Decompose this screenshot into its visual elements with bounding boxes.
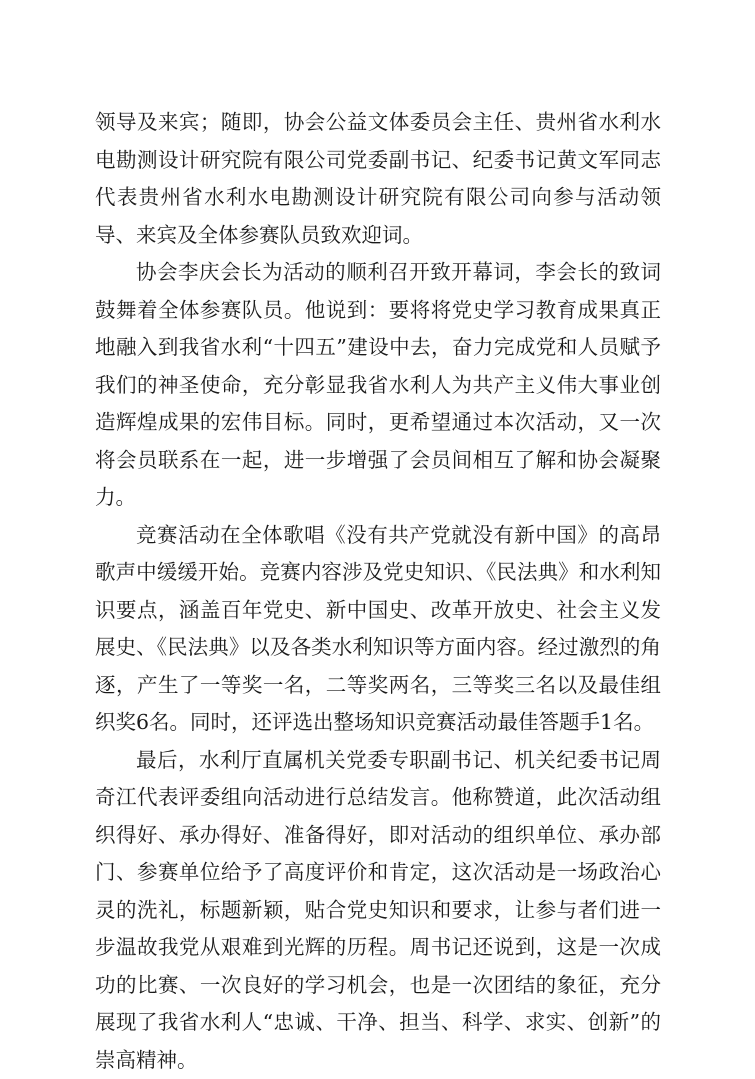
paragraph-3: 竞赛活动在全体歌唱《没有共产党就没有新中国》的高昂歌声中缓缓开始。竞赛内容涉及党史知识、《民法典》和水利知识要点，涵盖百年党史、新中国史、改革开放史、社会主义发展史、《民法典》以及各类水利知识等方面内容。经过激烈的角逐，产生了一等奖一名，二等奖两名，三等奖三名以及最佳组织奖6名。同时，还评选出整场知识竞赛活动最佳答题手1名。 bbox=[95, 517, 661, 742]
paragraph-2: 协会李庆会长为活动的顺利召开致开幕词，李会长的致词鼓舞着全体参赛队员。他说到：要将将党史学习教育成果真正地融入到我省水利“十四五”建设中去，奋力完成党和人员赋予我们的神圣使命，充分彰显我省水利人为共产主义伟大事业创造辉煌成果的宏伟目标。同时，更希望通过本次活动，又一次将会员联系在一起，进一步增强了会员间相互了解和协会凝聚力。 bbox=[95, 254, 661, 517]
paragraph-4: 最后，水利厅直属机关党委专职副书记、机关纪委书记周奇江代表评委组向活动进行总结发言。他称赞道，此次活动组织得好、承办得好、准备得好，即对活动的组织单位、承办部门、参赛单位给予了高度评价和肯定，这次活动是一场政治心灵的洗礼，标题新颖，贴合党史知识和要求，让参与者们进一步温故我党从艰难到光辉的历程。周书记还说到，这是一次成功的比赛、一次良好的学习机会，也是一次团结的象征，充分展现了我省水利人“忠诚、干净、担当、科学、求实、创新”的崇高精神。 bbox=[95, 742, 661, 1079]
paragraph-1: 领导及来宾；随即，协会公益文体委员会主任、贵州省水利水电勘测设计研究院有限公司党委副书记、纪委书记黄文军同志代表贵州省水利水电勘测设计研究院有限公司向参与活动领导、来宾及全体参赛队员致欢迎词。 bbox=[95, 104, 661, 254]
document-body bbox=[95, 104, 661, 1079]
